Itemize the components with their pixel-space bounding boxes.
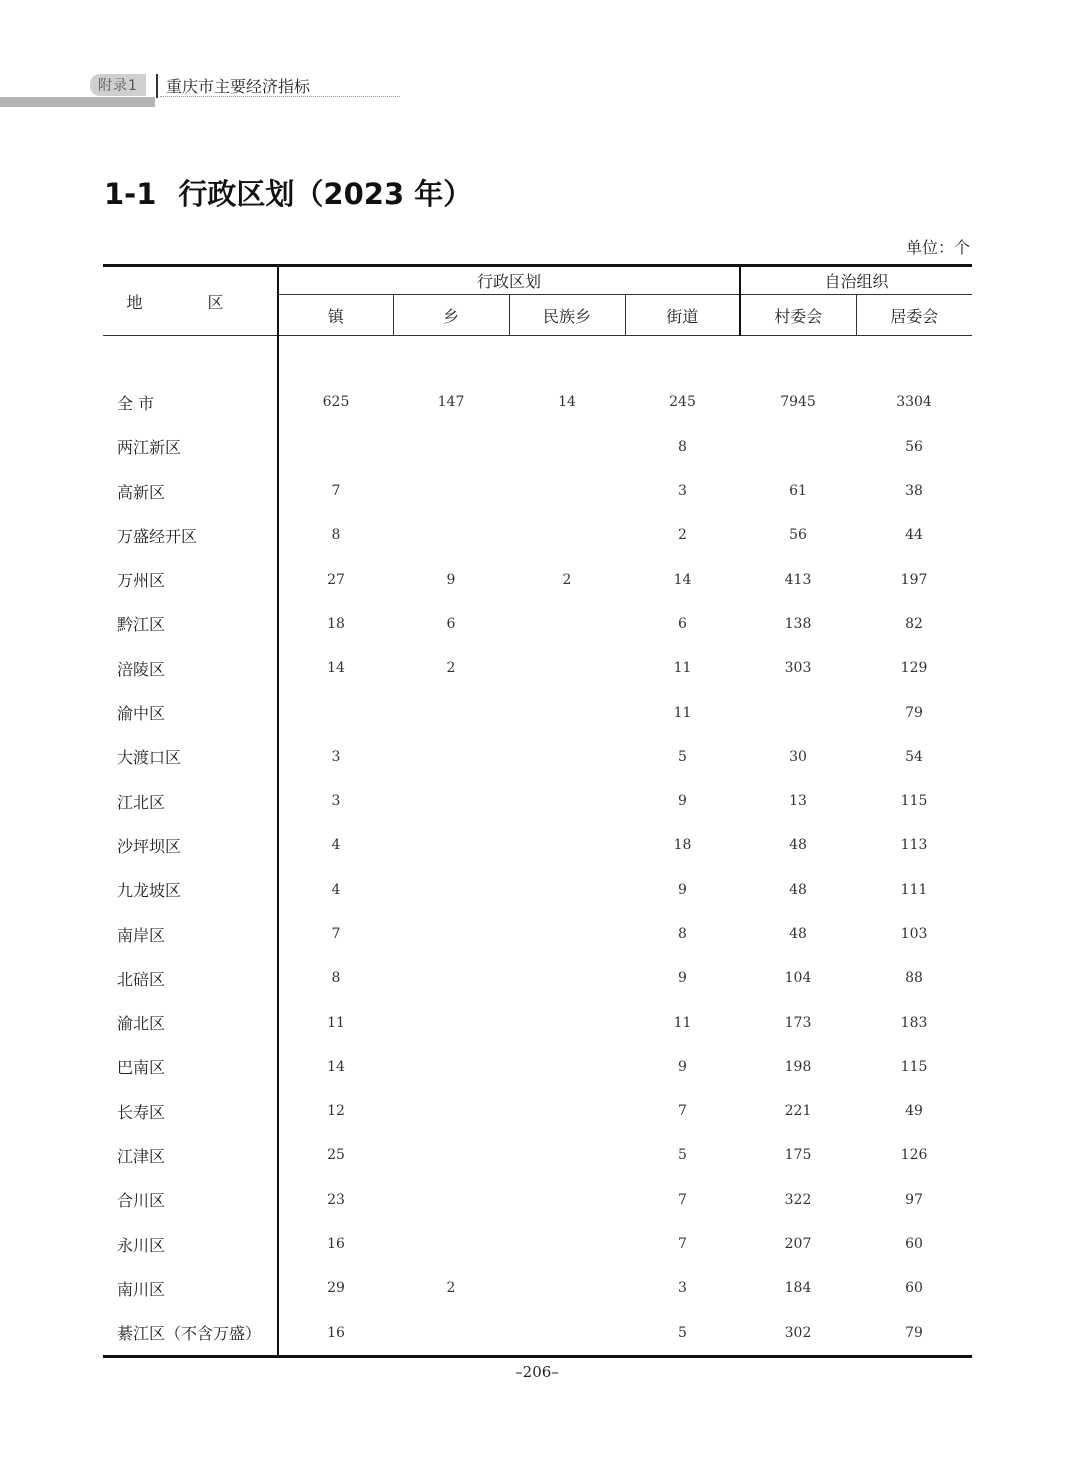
value-cell: 6 [446, 615, 456, 632]
value-cell: 60 [905, 1280, 923, 1297]
group-header-admin: 行政区划 [278, 266, 740, 295]
value-cell: 60 [905, 1236, 923, 1253]
region-cell: 黔江区 [103, 602, 278, 646]
value-cell: 9 [678, 881, 687, 898]
value-cell: 18 [327, 615, 345, 632]
value-cell [393, 956, 509, 1000]
value-cell: 3 [331, 748, 341, 765]
group-header-autonomy: 自治组织 [740, 266, 972, 295]
value-cell: 6 [678, 615, 687, 632]
value-cell [393, 1311, 509, 1357]
value-cell: 13 [789, 793, 807, 810]
value-cell: 48 [789, 837, 807, 854]
region-cell: 南川区 [103, 1266, 278, 1310]
value-cell: 30 [789, 748, 807, 765]
value-cell: 9 [678, 970, 687, 987]
value-cell: 138 [784, 615, 812, 632]
table-spacer-row [103, 336, 972, 381]
region-cell: 长寿区 [103, 1089, 278, 1133]
table-row [103, 868, 972, 912]
column-header-resident-committee: 居委会 [856, 295, 972, 336]
value-cell: 197 [900, 571, 928, 588]
header-accent-bar [0, 97, 155, 107]
table-title: 行政区划（2023 年） [178, 177, 473, 211]
value-cell: 14 [327, 660, 345, 677]
value-cell: 7 [678, 1103, 687, 1120]
value-cell [393, 1178, 509, 1222]
value-cell: 7 [331, 483, 341, 500]
value-cell [509, 469, 625, 513]
value-cell: 9 [678, 1058, 687, 1075]
table-row [103, 1133, 972, 1177]
table-row [103, 1089, 972, 1133]
table-row [103, 1311, 972, 1357]
value-cell [393, 425, 509, 469]
value-cell: 104 [784, 970, 812, 987]
value-cell [393, 823, 509, 867]
value-cell: 44 [905, 527, 923, 544]
value-cell [509, 1311, 625, 1357]
value-cell: 7 [678, 1236, 687, 1253]
region-cell: 两江新区 [103, 425, 278, 469]
value-cell: 115 [900, 793, 928, 810]
value-cell: 29 [327, 1280, 345, 1297]
column-header-subdistrict: 街道 [625, 295, 740, 336]
value-cell [509, 912, 625, 956]
table-row [103, 1178, 972, 1222]
table-row [103, 1266, 972, 1310]
table-row [103, 735, 972, 779]
value-cell: 7 [678, 1191, 687, 1208]
table-number: 1-1 [104, 177, 157, 211]
value-cell: 8 [331, 970, 341, 987]
column-header-town: 镇 [278, 295, 393, 336]
region-cell: 涪陵区 [103, 646, 278, 690]
value-cell: 5 [678, 1324, 687, 1341]
column-header-village-committee: 村委会 [740, 295, 856, 336]
region-cell: 沙坪坝区 [103, 823, 278, 867]
value-cell: 2 [562, 571, 572, 588]
value-cell: 38 [905, 483, 923, 500]
table-row [103, 646, 972, 690]
value-cell [509, 425, 625, 469]
value-cell: 7 [331, 926, 341, 942]
region-cell: 万州区 [103, 557, 278, 601]
table-body [103, 336, 972, 1357]
value-cell [393, 1222, 509, 1266]
value-cell [509, 868, 625, 912]
value-cell: 3 [331, 793, 341, 810]
value-cell [509, 1266, 625, 1310]
value-cell: 79 [905, 704, 923, 721]
value-cell: 129 [900, 660, 928, 677]
value-cell: 12 [327, 1103, 345, 1120]
value-cell: 9 [678, 793, 687, 810]
value-cell [393, 1000, 509, 1044]
value-cell: 8 [678, 926, 687, 942]
value-cell: 48 [789, 881, 807, 898]
value-cell [740, 690, 856, 734]
column-header-ethnic-township: 民族乡 [509, 295, 625, 336]
table-row [103, 425, 972, 469]
value-cell: 322 [784, 1191, 812, 1208]
table-row [103, 1000, 972, 1044]
value-cell: 3 [678, 483, 687, 500]
region-cell: 南岸区 [103, 912, 278, 956]
value-cell: 413 [784, 571, 812, 588]
value-cell: 23 [327, 1191, 345, 1208]
value-cell: 11 [673, 704, 692, 721]
value-cell: 207 [784, 1236, 812, 1253]
region-cell: 高新区 [103, 469, 278, 513]
value-cell: 173 [784, 1014, 812, 1031]
value-cell: 8 [678, 438, 687, 455]
table-row [103, 823, 972, 867]
value-cell: 54 [905, 748, 923, 765]
region-cell: 合川区 [103, 1178, 278, 1222]
value-cell: 56 [789, 527, 807, 544]
value-cell: 11 [673, 1014, 692, 1031]
region-cell: 全 市 [103, 380, 278, 424]
value-cell: 82 [905, 615, 923, 632]
region-cell: 渝北区 [103, 1000, 278, 1044]
value-cell: 88 [905, 970, 923, 987]
value-cell: 2 [678, 527, 687, 544]
value-cell [393, 1133, 509, 1177]
value-cell [393, 1089, 509, 1133]
value-cell [393, 779, 509, 823]
value-cell: 97 [905, 1191, 923, 1208]
region-cell: 北碚区 [103, 956, 278, 1000]
value-cell: 14 [558, 394, 576, 411]
value-cell [393, 690, 509, 734]
value-cell: 126 [900, 1147, 928, 1164]
value-cell [509, 690, 625, 734]
value-cell: 11 [327, 1014, 345, 1031]
table-row [103, 956, 972, 1000]
value-cell: 113 [900, 837, 928, 854]
value-cell: 9 [446, 571, 456, 588]
value-cell: 14 [327, 1058, 345, 1075]
unit-label: 单位：个 [905, 238, 970, 257]
value-cell: 49 [905, 1103, 923, 1120]
value-cell: 302 [784, 1324, 812, 1341]
appendix-tag [90, 74, 146, 96]
value-cell [509, 602, 625, 646]
value-cell [509, 779, 625, 823]
value-cell: 11 [673, 660, 692, 677]
region-cell: 渝中区 [103, 690, 278, 734]
region-cell: 永川区 [103, 1222, 278, 1266]
value-cell: 2 [446, 1280, 456, 1297]
header-separator [156, 74, 158, 98]
table-row [103, 557, 972, 601]
region-cell: 江津区 [103, 1133, 278, 1177]
region-cell: 万盛经开区 [103, 513, 278, 557]
value-cell [509, 646, 625, 690]
value-cell [393, 912, 509, 956]
table-row [103, 513, 972, 557]
value-cell: 4 [331, 837, 341, 854]
value-cell: 3304 [896, 394, 932, 411]
region-cell: 九龙坡区 [103, 868, 278, 912]
value-cell [393, 469, 509, 513]
value-cell: 303 [784, 660, 812, 677]
running-header-title: 重庆市主要经济指标 [166, 77, 311, 96]
value-cell: 16 [327, 1324, 345, 1341]
value-cell [509, 823, 625, 867]
value-cell: 183 [900, 1014, 928, 1031]
value-cell [393, 513, 509, 557]
value-cell [740, 425, 856, 469]
value-cell: 184 [784, 1280, 812, 1297]
value-cell: 48 [789, 926, 807, 942]
value-cell [509, 1178, 625, 1222]
value-cell [278, 690, 393, 734]
region-column-header: 地 区 [103, 266, 278, 336]
value-cell: 111 [900, 881, 928, 898]
table-row [103, 1045, 972, 1089]
value-cell [509, 735, 625, 779]
header-dotted-rule [160, 96, 400, 97]
region-cell: 綦江区（不含万盛） [103, 1311, 278, 1357]
value-cell: 198 [784, 1058, 812, 1075]
value-cell [393, 735, 509, 779]
column-header-township: 乡 [393, 295, 509, 336]
value-cell [509, 513, 625, 557]
value-cell [509, 1000, 625, 1044]
table-row [103, 469, 972, 513]
value-cell: 16 [327, 1236, 345, 1253]
value-cell: 245 [669, 394, 696, 411]
value-cell: 3 [678, 1280, 687, 1297]
value-cell [393, 1045, 509, 1089]
value-cell: 7945 [780, 394, 816, 411]
table-row [103, 602, 972, 646]
region-cell: 巴南区 [103, 1045, 278, 1089]
table-row [103, 779, 972, 823]
value-cell: 103 [900, 926, 928, 942]
value-cell [509, 1222, 625, 1266]
value-cell [509, 1133, 625, 1177]
value-cell: 5 [678, 1147, 687, 1164]
value-cell: 221 [784, 1103, 812, 1120]
table-row [103, 690, 972, 734]
value-cell: 61 [789, 483, 807, 500]
value-cell: 25 [327, 1147, 345, 1164]
value-cell: 625 [322, 394, 350, 411]
value-cell [509, 1045, 625, 1089]
value-cell: 14 [673, 571, 692, 588]
region-cell: 江北区 [103, 779, 278, 823]
page-number: –206– [515, 1363, 559, 1381]
value-cell: 175 [784, 1147, 812, 1164]
admin-division-table [103, 264, 972, 1358]
value-cell: 115 [900, 1058, 928, 1075]
value-cell: 56 [905, 438, 923, 455]
appendix-tag-label: 附录1 [90, 74, 146, 96]
value-cell: 2 [446, 660, 456, 677]
value-cell: 79 [905, 1324, 923, 1341]
value-cell [278, 425, 393, 469]
value-cell: 147 [437, 394, 465, 411]
page-title [104, 172, 472, 213]
table-row [103, 912, 972, 956]
value-cell: 5 [678, 748, 687, 765]
value-cell [509, 1089, 625, 1133]
spacer-cell [103, 336, 278, 381]
spacer-cell [278, 336, 972, 381]
value-cell [393, 868, 509, 912]
value-cell: 8 [331, 527, 341, 544]
region-cell: 大渡口区 [103, 735, 278, 779]
table-row [103, 380, 972, 424]
value-cell: 18 [673, 837, 692, 854]
value-cell: 27 [327, 571, 345, 588]
table-row [103, 1222, 972, 1266]
value-cell [509, 956, 625, 1000]
value-cell: 4 [331, 881, 341, 898]
